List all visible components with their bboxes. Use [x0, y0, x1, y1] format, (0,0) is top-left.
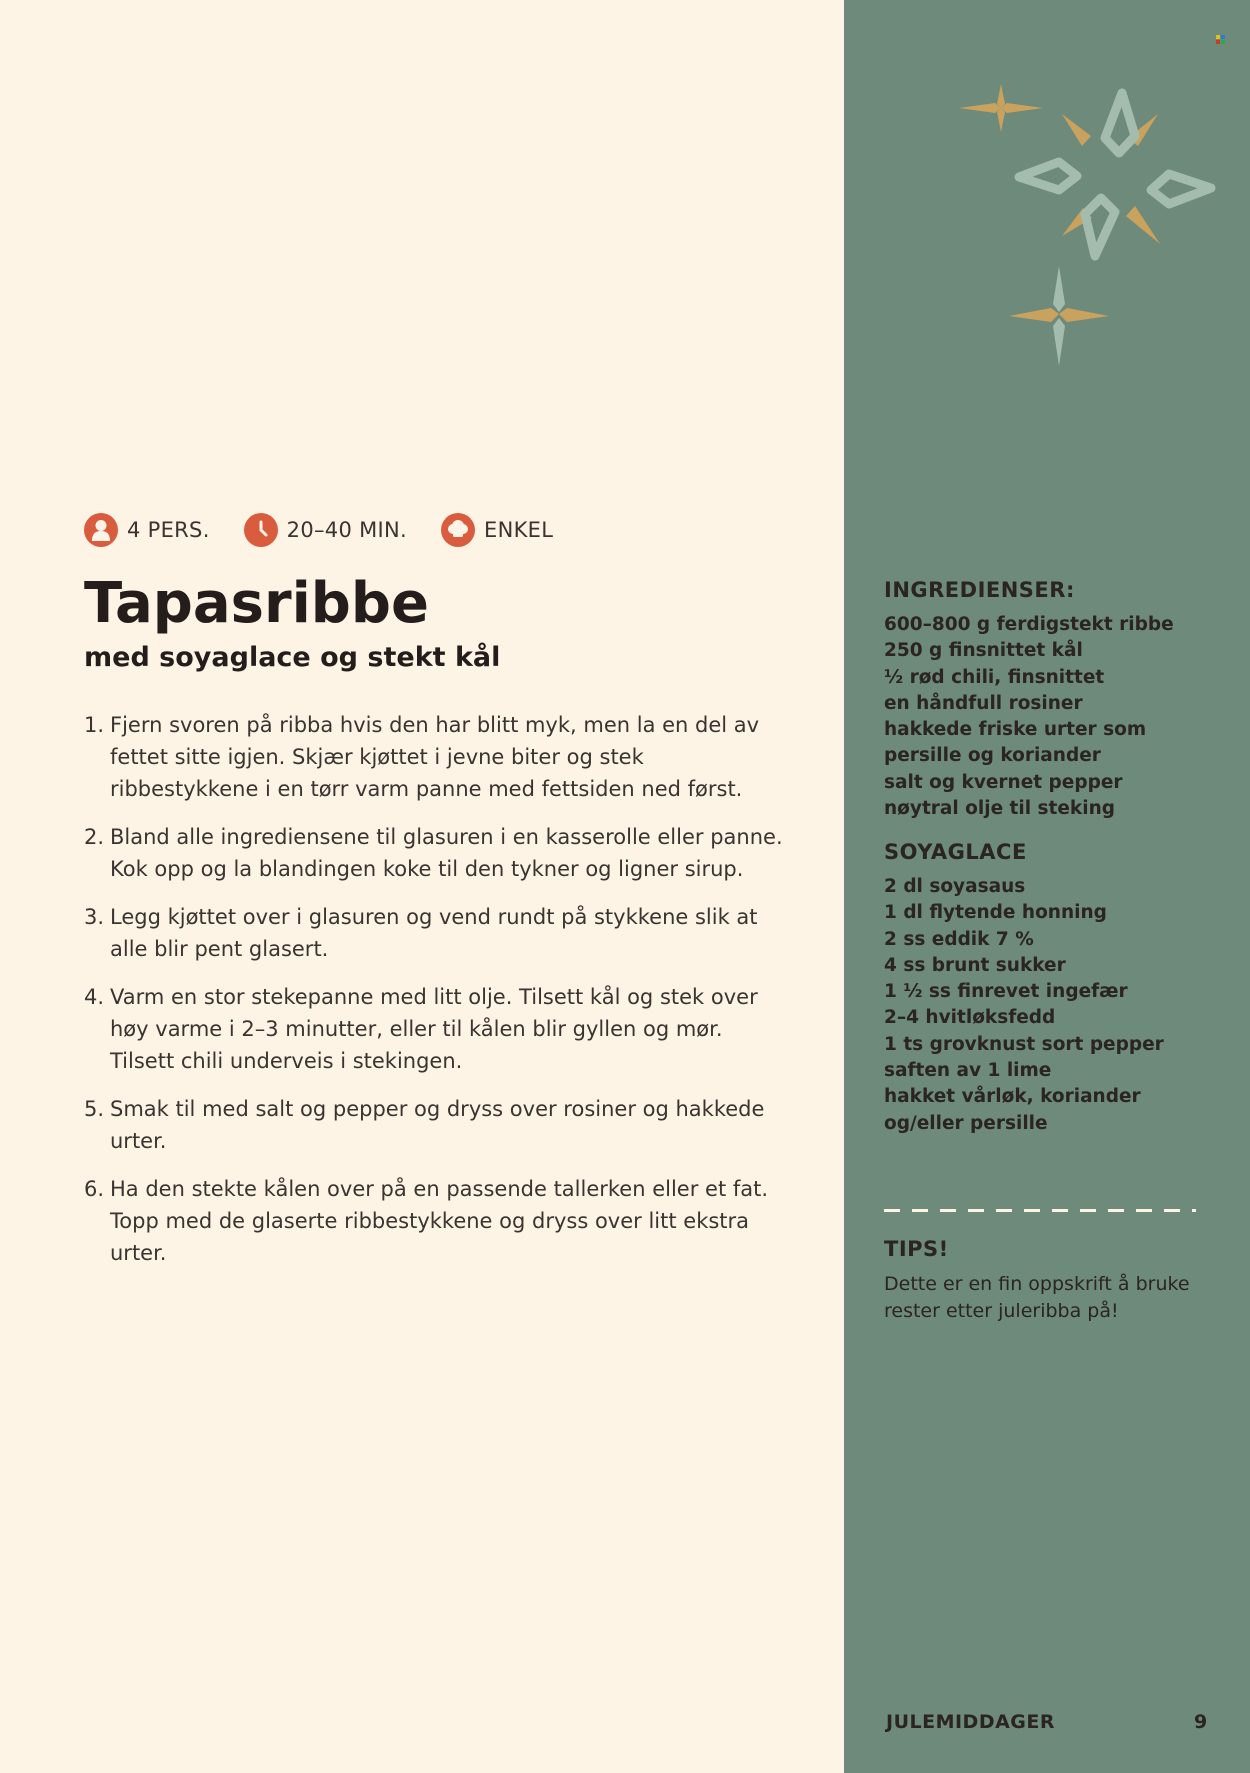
tips-heading: TIPS! [884, 1237, 949, 1261]
step-text: Smak til med salt og pepper og dryss over rosiner og hakkede urter. [110, 1097, 765, 1153]
ingredient-item: nøytral olje til steking [884, 798, 1115, 820]
instruction-step [84, 981, 784, 1077]
person-icon [84, 513, 118, 547]
glaze-item: 1 ½ ss finrevet ingefær [884, 981, 1128, 1003]
glaze-item: 4 ss brunt sukker [884, 954, 1066, 976]
instruction-step [84, 1093, 784, 1157]
chef-hat-icon [441, 513, 475, 547]
step-number: 1. [84, 713, 105, 737]
footer-section-label: JULEMIDDAGER [886, 1711, 1056, 1733]
star-decoration-icon [955, 78, 1220, 373]
glaze-item: hakket vårløk, koriander [884, 1086, 1141, 1108]
ingredient-item: en håndfull rosiner [884, 692, 1083, 714]
color-marker-icon [1216, 35, 1225, 44]
instruction-step [84, 821, 784, 885]
glaze-item: 2–4 hvitløksfedd [884, 1007, 1056, 1029]
step-number: 4. [84, 985, 105, 1009]
instruction-list [84, 709, 784, 1285]
servings [84, 513, 210, 547]
ingredient-item: ½ rød chili, finsnittet [884, 666, 1105, 688]
ingredients-list [884, 612, 1234, 822]
ingredients-heading: INGREDIENSER: [884, 578, 1075, 602]
cook-time [244, 513, 407, 547]
recipe-subtitle: med soyaglace og stekt kål [84, 642, 501, 673]
glaze-item: og/eller persille [884, 1112, 1048, 1134]
ingredient-item: 600–800 g ferdigstekt ribbe [884, 614, 1174, 635]
step-number: 3. [84, 905, 105, 929]
step-text: Legg kjøttet over i glasuren og vend rundt på stykkene slik at alle blir pent glasert. [110, 905, 758, 961]
servings-text: 4 PERS. [127, 518, 210, 542]
ingredient-item: 250 g finsnittet kål [884, 640, 1083, 662]
recipe-title: Tapasribbe [84, 571, 429, 636]
difficulty-text: ENKEL [484, 518, 554, 542]
glaze-item: 2 dl soyasaus [884, 876, 1026, 897]
glaze-item: 1 dl flytende honning [884, 902, 1107, 924]
glaze-list [884, 874, 1234, 1137]
glaze-item: saften av 1 lime [884, 1060, 1052, 1082]
step-number: 6. [84, 1177, 105, 1201]
glaze-heading: SOYAGLACE [884, 840, 1027, 864]
instruction-step [84, 709, 784, 805]
glaze-item: 2 ss eddik 7 % [884, 928, 1034, 950]
step-text: Bland alle ingrediensene til glasuren i en kasserolle eller panne. Kok opp og la blandingen koke til den tykner og ligner sirup. [110, 825, 783, 881]
instruction-step [84, 901, 784, 965]
tips-text: Dette er en fin oppskrift å bruke rester etter juleribba på! [884, 1273, 1190, 1322]
cook-time-text: 20–40 MIN. [286, 518, 407, 542]
clock-icon [244, 513, 278, 547]
recipe-meta [84, 512, 587, 548]
ingredient-item: salt og kvernet pepper [884, 771, 1123, 793]
step-text: Fjern svoren på ribba hvis den har blitt myk, men la en del av fettet sitte igjen. Skjær kjøttet i jevne biter og stek ribbestykkene i en tørr varm panne med fettsiden ned først. [110, 713, 760, 801]
page-number: 9 [1194, 1711, 1208, 1733]
difficulty [441, 513, 553, 547]
step-number: 2. [84, 825, 105, 849]
glaze-item: 1 ts grovknust sort pepper [884, 1033, 1164, 1055]
dashed-divider [884, 1209, 1196, 1212]
ingredient-item: persille og koriander [884, 745, 1101, 767]
step-text: Ha den stekte kålen over på en passende tallerken eller et fat. Topp med de glaserte ribbestykkene og dryss over litt ekstra urter. [110, 1177, 769, 1265]
ingredient-item: hakkede friske urter som [884, 719, 1147, 741]
instruction-step [84, 1173, 784, 1269]
step-number: 5. [84, 1097, 105, 1121]
step-text: Varm en stor stekepanne med litt olje. Tilsett kål og stek over høy varme i 2–3 minutter, eller til kålen blir gyllen og mør. Tilsett chili underveis i stekingen. [110, 985, 758, 1073]
